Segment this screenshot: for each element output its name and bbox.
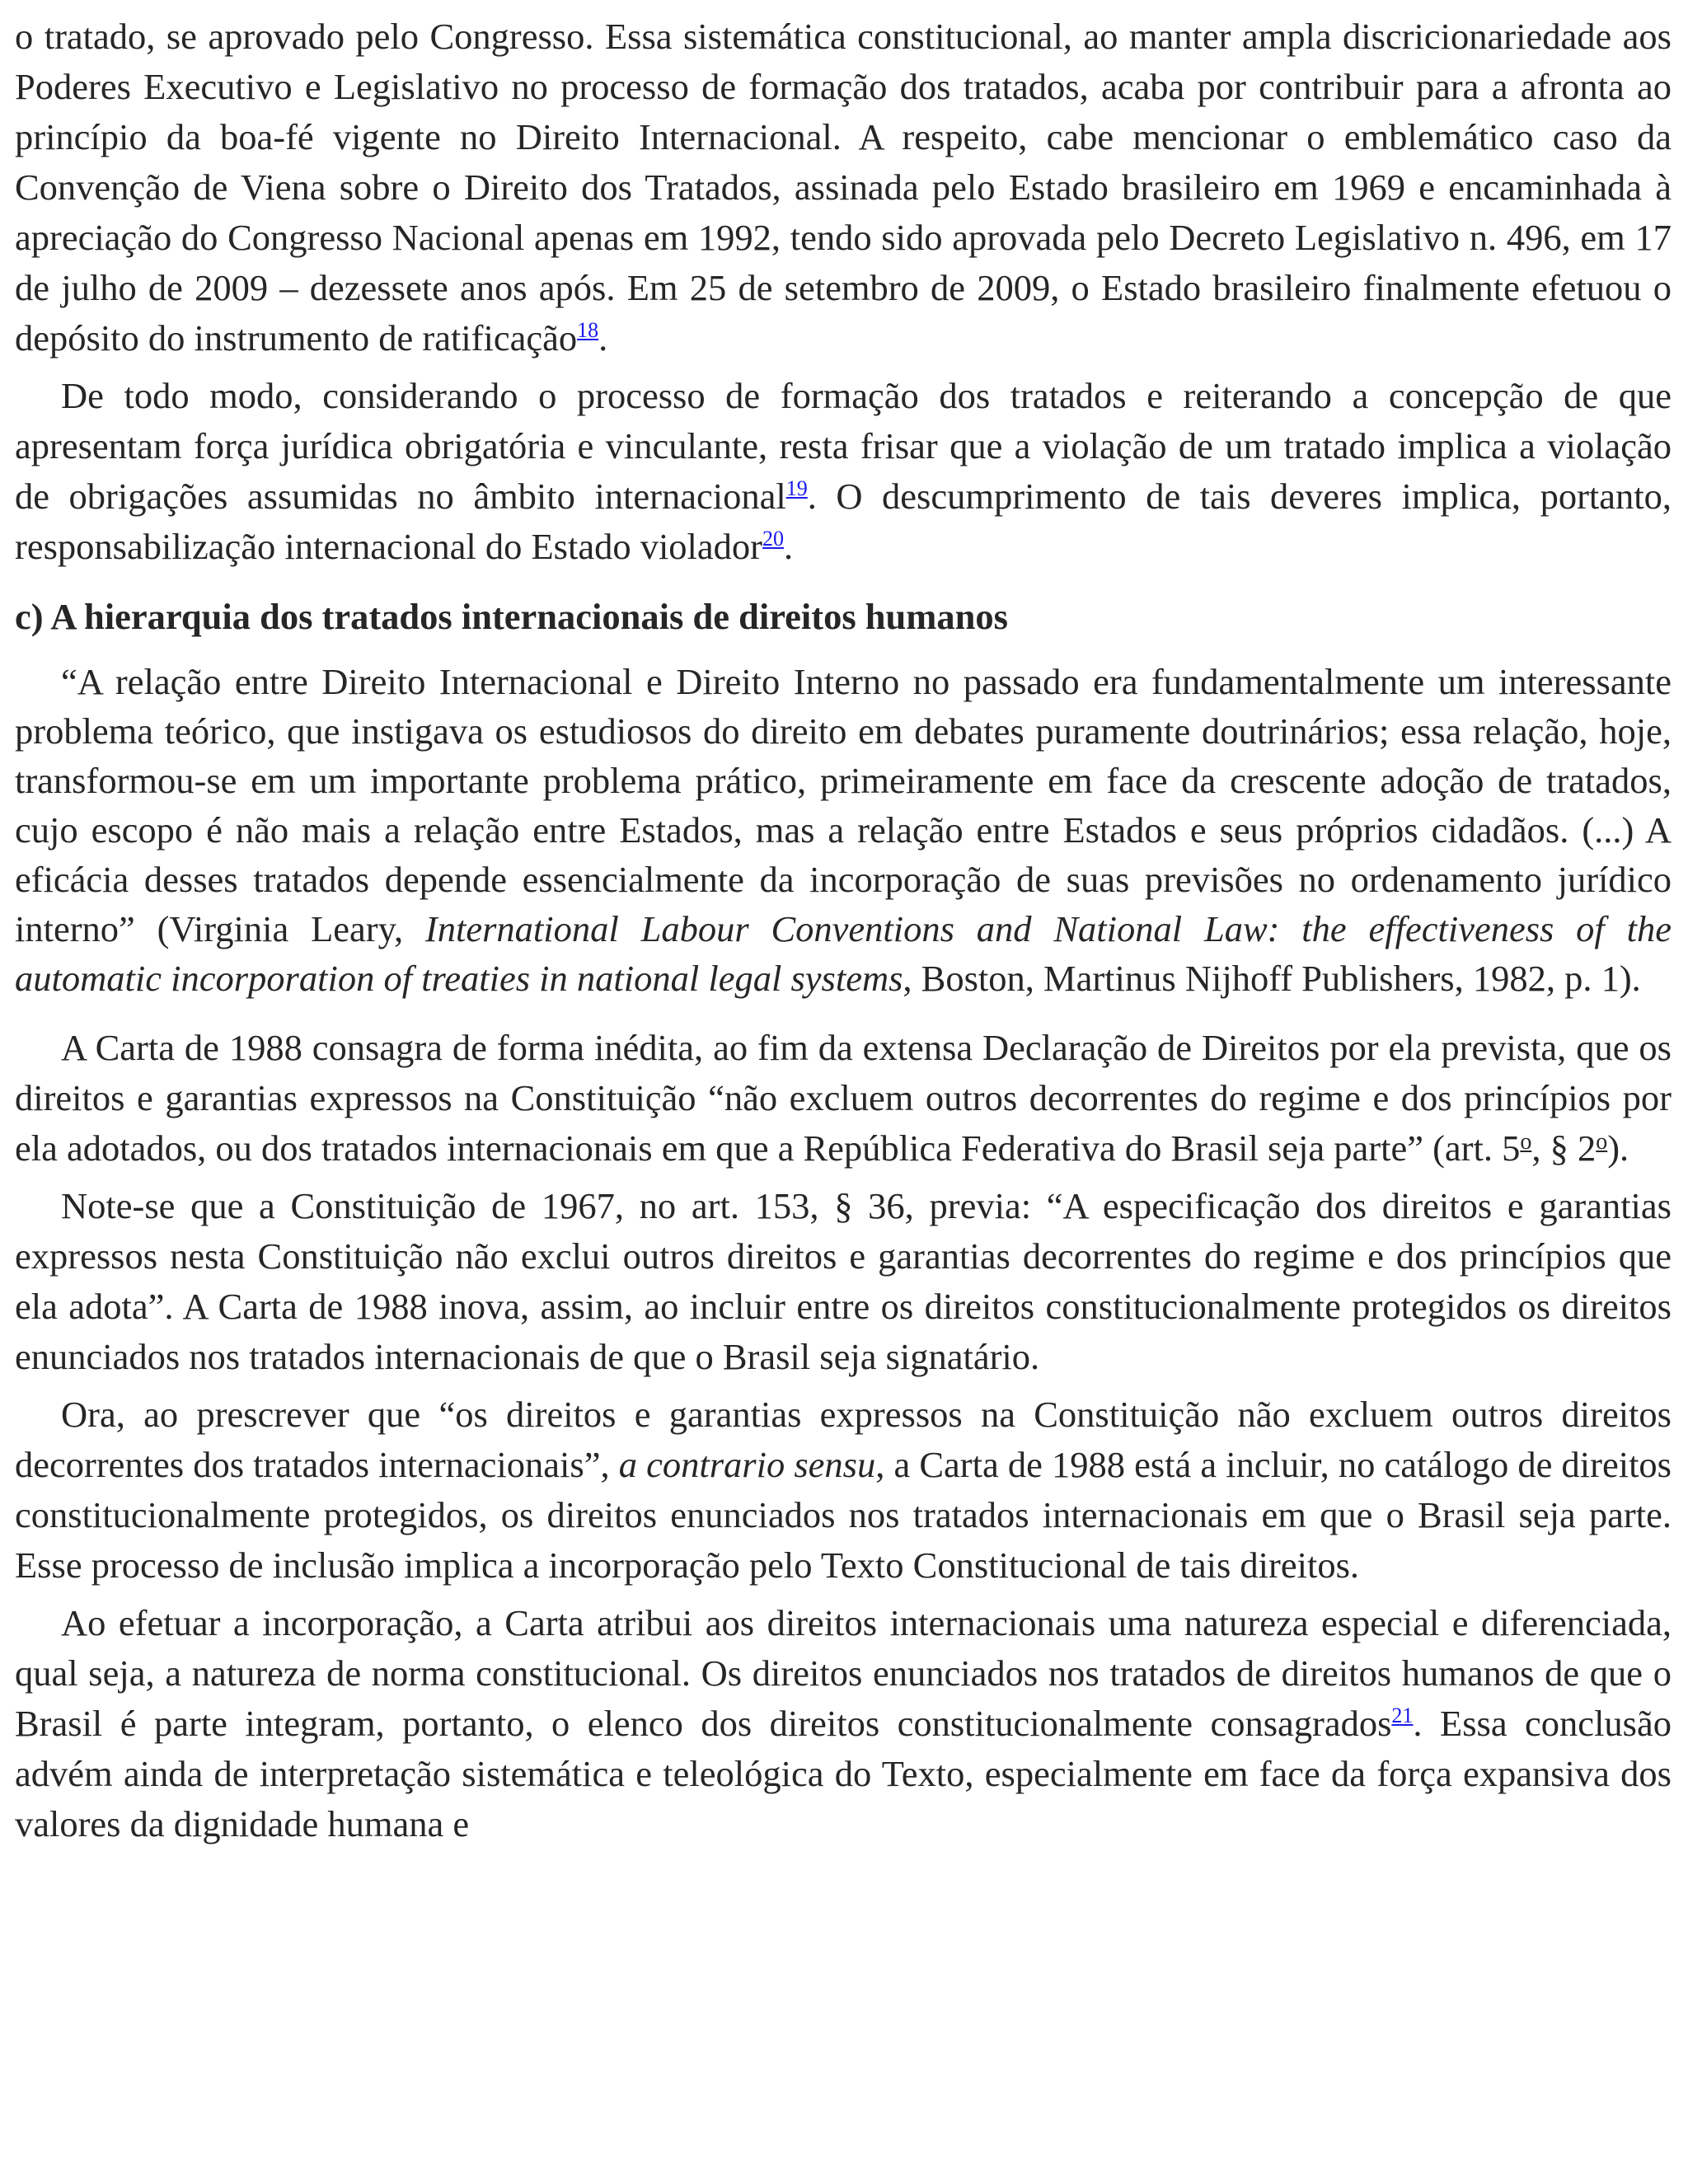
paragraph-1 bbox=[15, 12, 1672, 363]
footnote-link-19[interactable]: 19 bbox=[785, 476, 808, 500]
ordinal-marker: o bbox=[1520, 1129, 1532, 1155]
footnote-link-18[interactable]: 18 bbox=[577, 318, 599, 342]
document-page bbox=[15, 12, 1672, 1849]
paragraph-3-text-b: , § 2 bbox=[1531, 1127, 1597, 1169]
paragraph-1-end: . bbox=[598, 317, 608, 359]
quote-text-a: “A relação entre Direito Internacional e Direito Interno no passado era fundamentalmente um interessante problema teórico, que instigava os estudiosos do direito em debates puramente doutrinários; essa relação, hoje, transformou-se em um importante problema prático, primeiramente em face da crescente adoção de tratados, cujo escopo é não mais a relação entre Estados, mas a relação entre Estados e seus próprios cidadãos. (...) A eficácia desses tratados depende essencialmente da incorporação de suas previsões no ordenamento jurídico interno” (Virginia Leary, bbox=[15, 661, 1672, 949]
footnote-link-21[interactable]: 21 bbox=[1391, 1704, 1414, 1727]
paragraph-2-text-a: De todo modo, considerando o processo de formação dos tratados e reiterando a concepção de que apresentam força jurídica obrigatória e vinculante, resta frisar que a violação de um tratado implica a violação de obrigações assumidas no âmbito internacional bbox=[15, 375, 1672, 517]
latin-phrase: a contrario sensu bbox=[618, 1444, 876, 1485]
paragraph-2-end: . bbox=[784, 526, 794, 567]
footnote-ref-19[interactable] bbox=[786, 476, 808, 500]
paragraph-6 bbox=[15, 1598, 1672, 1849]
paragraph-3 bbox=[15, 1023, 1672, 1174]
quote-text-b: , Boston, Martinus Nijhoff Publishers, 1982, p. 1). bbox=[903, 958, 1641, 999]
footnote-link-20[interactable]: 20 bbox=[762, 527, 784, 551]
paragraph-4: Note-se que a Constituição de 1967, no art. 153, § 36, previa: “A especificação dos direitos e garantias expressos nesta Constituição não exclui outros direitos e garantias decorrentes do regime e dos princípios que ela adota”. A Carta de 1988 inova, assim, ao incluir entre os direitos constitucionalmente protegidos os direitos enunciados nos tratados internacionais de que o Brasil seja signatário. bbox=[15, 1185, 1672, 1377]
paragraph-6-text-a: Ao efetuar a incorporação, a Carta atribui aos direitos internacionais uma natureza especial e diferenciada, qual seja, a natureza de norma constitucional. Os direitos enunciados nos tratados de direitos humanos de que o Brasil é parte integram, portanto, o elenco dos direitos constitucionalmente consagrados bbox=[15, 1602, 1672, 1744]
paragraph-3-text-a: A Carta de 1988 consagra de forma inédita, ao fim da extensa Declaração de Direitos por ela prevista, que os direitos e garantias expressos na Constituição “não excluem outros decorrentes do regime e dos princípios por ela adotados, ou dos tratados internacionais em que a República Federativa do Brasil seja parte” (art. 5 bbox=[15, 1027, 1672, 1169]
footnote-ref-21[interactable] bbox=[1391, 1704, 1413, 1727]
paragraph-2 bbox=[15, 371, 1672, 572]
paragraph-2-text-b: . O descumprimento de tais deveres implica, portanto, responsabilização internacional do Estado violador bbox=[15, 476, 1672, 567]
section-heading: c) A hierarquia dos tratados internacionais de direitos humanos bbox=[15, 596, 1008, 637]
paragraph-1-text: o tratado, se aprovado pelo Congresso. Essa sistemática constitucional, ao manter ampla discricionariedade aos Poderes Executivo e Legislativo no processo de formação dos tratados, acaba por contribuir para a afronta ao princípio da boa-fé vigente no Direito Internacional. A respeito, cabe mencionar o emblemático caso da Convenção de Viena sobre o Direito dos Tratados, assinada pelo Estado brasileiro em 1969 e encaminhada à apreciação do Congresso Nacional apenas em 1992, tendo sido aprovada pelo Decreto Legislativo n. 496, em 17 de julho de 2009 – dezessete anos após. Em 25 de setembro de 2009, o Estado brasileiro finalmente efetuou o depósito do instrumento de ratificação bbox=[15, 16, 1672, 359]
footnote-ref-20[interactable] bbox=[762, 527, 784, 551]
paragraph-6-text-b: . Essa conclusão advém ainda de interpretação sistemática e teleológica do Texto, especialmente em face da força expansiva dos valores da dignidade humana e bbox=[15, 1703, 1672, 1844]
paragraph-5 bbox=[15, 1390, 1672, 1591]
paragraph-5-text-b: , a Carta de 1988 está a incluir, no catálogo de direitos constitucionalmente protegidos, os direitos enunciados nos tratados internacionais em que o Brasil seja parte. Esse processo de inclusão implica a incorporação pelo Texto Constitucional de tais direitos. bbox=[15, 1444, 1672, 1586]
footnote-ref-18[interactable] bbox=[577, 318, 598, 342]
quote-book-title: International Labour Conventions and National Law: the effectiveness of the automatic incorporation of treaties in national legal systems bbox=[15, 908, 1672, 999]
paragraph-3-end: ). bbox=[1607, 1127, 1629, 1169]
block-quote bbox=[15, 657, 1672, 1003]
paragraph-5-text-a: Ora, ao prescrever que “os direitos e garantias expressos na Constituição não excluem outros direitos decorrentes dos tratados internacionais”, bbox=[15, 1394, 1672, 1485]
ordinal-marker: o bbox=[1596, 1129, 1608, 1155]
